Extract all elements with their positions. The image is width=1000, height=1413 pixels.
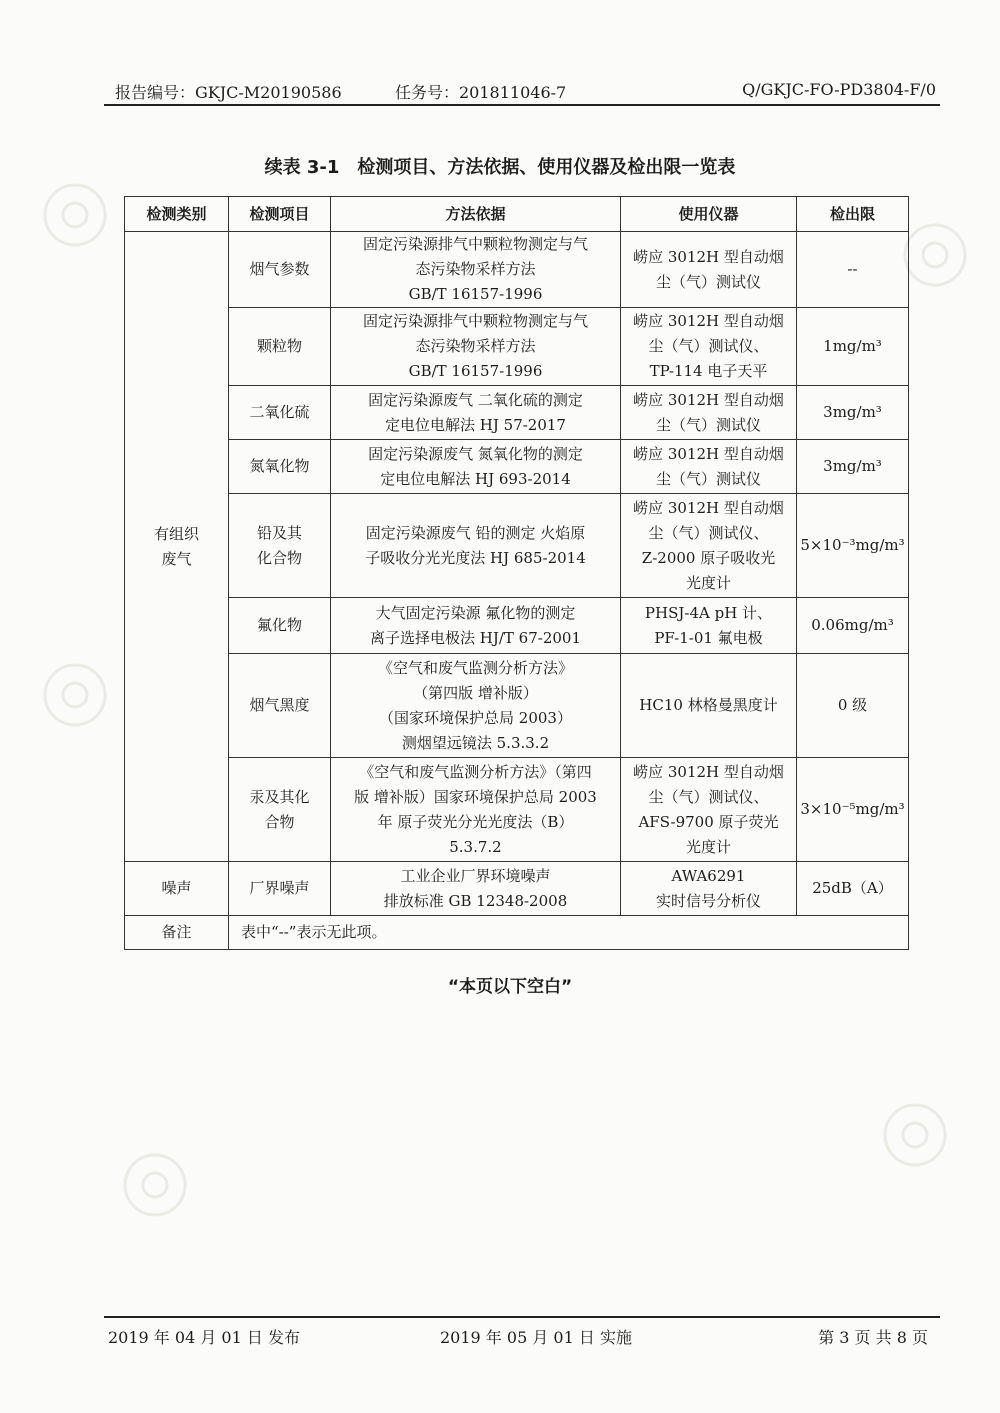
instrument-cell: HC10 林格曼黑度计 bbox=[621, 654, 797, 758]
method-cell: 大气固定污染源 氟化物的测定 离子选择电极法 HJ/T 67-2001 bbox=[331, 598, 621, 654]
limit-cell: 3mg/m³ bbox=[797, 440, 909, 494]
col-method: 方法依据 bbox=[331, 197, 621, 232]
item-cell: 烟气黑度 bbox=[229, 654, 331, 758]
method-cell: 固定污染源废气 铅的测定 火焰原 子吸收分光光度法 HJ 685-2014 bbox=[331, 494, 621, 598]
report-number: 报告编号：GKJC-M20190586 bbox=[115, 83, 342, 102]
document-code: Q/GKJC-FO-PD3804-F/0 bbox=[742, 80, 936, 99]
limit-cell: 25dB（A） bbox=[797, 862, 909, 916]
col-instrument: 使用仪器 bbox=[621, 197, 797, 232]
instrument-cell: 崂应 3012H 型自动烟 尘（气）测试仪、 AFS-9700 原子荧光 光度计 bbox=[621, 758, 797, 862]
item-cell: 烟气参数 bbox=[229, 232, 331, 308]
page-number: 第 3 页 共 8 页 bbox=[818, 1328, 928, 1347]
table-row bbox=[125, 308, 909, 386]
table-row bbox=[125, 232, 909, 308]
note-row bbox=[125, 916, 909, 950]
table-row bbox=[125, 862, 909, 916]
task-number: 任务号：201811046-7 bbox=[395, 83, 567, 102]
instrument-cell: AWA6291 实时信号分析仪 bbox=[621, 862, 797, 916]
category-cell: 有组织 废气 bbox=[125, 232, 229, 862]
watermark-seal bbox=[900, 220, 970, 290]
instrument-cell: 崂应 3012H 型自动烟 尘（气）测试仪、 Z-2000 原子吸收光 光度计 bbox=[621, 494, 797, 598]
issue-date: 2019 年 04 月 01 日 发布 bbox=[108, 1328, 300, 1347]
table-row bbox=[125, 758, 909, 862]
method-cell: 固定污染源废气 氮氧化物的测定 定电位电解法 HJ 693-2014 bbox=[331, 440, 621, 494]
method-cell: 《空气和废气监测分析方法》（第四 版 增补版）国家环境保护总局 2003 年 原子荧光分光光度法（B） 5.3.7.2 bbox=[331, 758, 621, 862]
watermark-seal bbox=[120, 1150, 190, 1220]
instrument-cell: PHSJ-4A pH 计、 PF-1-01 氟电极 bbox=[621, 598, 797, 654]
note-label: 备注 bbox=[125, 916, 229, 950]
detection-table bbox=[124, 196, 909, 950]
item-cell: 汞及其化 合物 bbox=[229, 758, 331, 862]
item-cell: 二氧化硫 bbox=[229, 386, 331, 440]
item-cell: 铅及其 化合物 bbox=[229, 494, 331, 598]
limit-cell: -- bbox=[797, 232, 909, 308]
category-cell: 噪声 bbox=[125, 862, 229, 916]
limit-cell: 1mg/m³ bbox=[797, 308, 909, 386]
footer-rule bbox=[104, 1316, 940, 1318]
instrument-cell: 崂应 3012H 型自动烟 尘（气）测试仪 bbox=[621, 232, 797, 308]
table-row bbox=[125, 654, 909, 758]
instrument-cell: 崂应 3012H 型自动烟 尘（气）测试仪、 TP-114 电子天平 bbox=[621, 308, 797, 386]
note-text: 表中“--”表示无此项。 bbox=[229, 916, 909, 950]
effective-date: 2019 年 05 月 01 日 实施 bbox=[440, 1328, 632, 1347]
col-category: 检测类别 bbox=[125, 197, 229, 232]
table-row bbox=[125, 494, 909, 598]
header-row bbox=[125, 197, 909, 232]
watermark-seal bbox=[40, 660, 110, 730]
watermark-seal bbox=[40, 180, 110, 250]
table-row bbox=[125, 598, 909, 654]
table-title: 续表 3-1 检测项目、方法依据、使用仪器及检出限一览表 bbox=[264, 157, 736, 178]
item-cell: 颗粒物 bbox=[229, 308, 331, 386]
method-cell: 固定污染源废气 二氧化硫的测定 定电位电解法 HJ 57-2017 bbox=[331, 386, 621, 440]
instrument-cell: 崂应 3012H 型自动烟 尘（气）测试仪 bbox=[621, 386, 797, 440]
item-cell: 厂界噪声 bbox=[229, 862, 331, 916]
limit-cell: 0 级 bbox=[797, 654, 909, 758]
limit-cell: 5×10⁻³mg/m³ bbox=[797, 494, 909, 598]
table-row bbox=[125, 440, 909, 494]
method-cell: 固定污染源排气中颗粒物测定与气 态污染物采样方法 GB/T 16157-1996 bbox=[331, 308, 621, 386]
method-cell: 工业企业厂界环境噪声 排放标准 GB 12348-2008 bbox=[331, 862, 621, 916]
limit-cell: 3×10⁻⁵mg/m³ bbox=[797, 758, 909, 862]
limit-cell: 0.06mg/m³ bbox=[797, 598, 909, 654]
item-cell: 氟化物 bbox=[229, 598, 331, 654]
blank-notice: “本页以下空白” bbox=[447, 977, 573, 997]
method-cell: 固定污染源排气中颗粒物测定与气 态污染物采样方法 GB/T 16157-1996 bbox=[331, 232, 621, 308]
item-cell: 氮氧化物 bbox=[229, 440, 331, 494]
method-cell: 《空气和废气监测分析方法》 （第四版 增补版） （国家环境保护总局 2003） 测烟望远镜法 5.3.3.2 bbox=[331, 654, 621, 758]
col-item: 检测项目 bbox=[229, 197, 331, 232]
table-row bbox=[125, 386, 909, 440]
col-limit: 检出限 bbox=[797, 197, 909, 232]
limit-cell: 3mg/m³ bbox=[797, 386, 909, 440]
instrument-cell: 崂应 3012H 型自动烟 尘（气）测试仪 bbox=[621, 440, 797, 494]
watermark-seal bbox=[880, 1100, 950, 1170]
header-rule bbox=[104, 104, 940, 106]
